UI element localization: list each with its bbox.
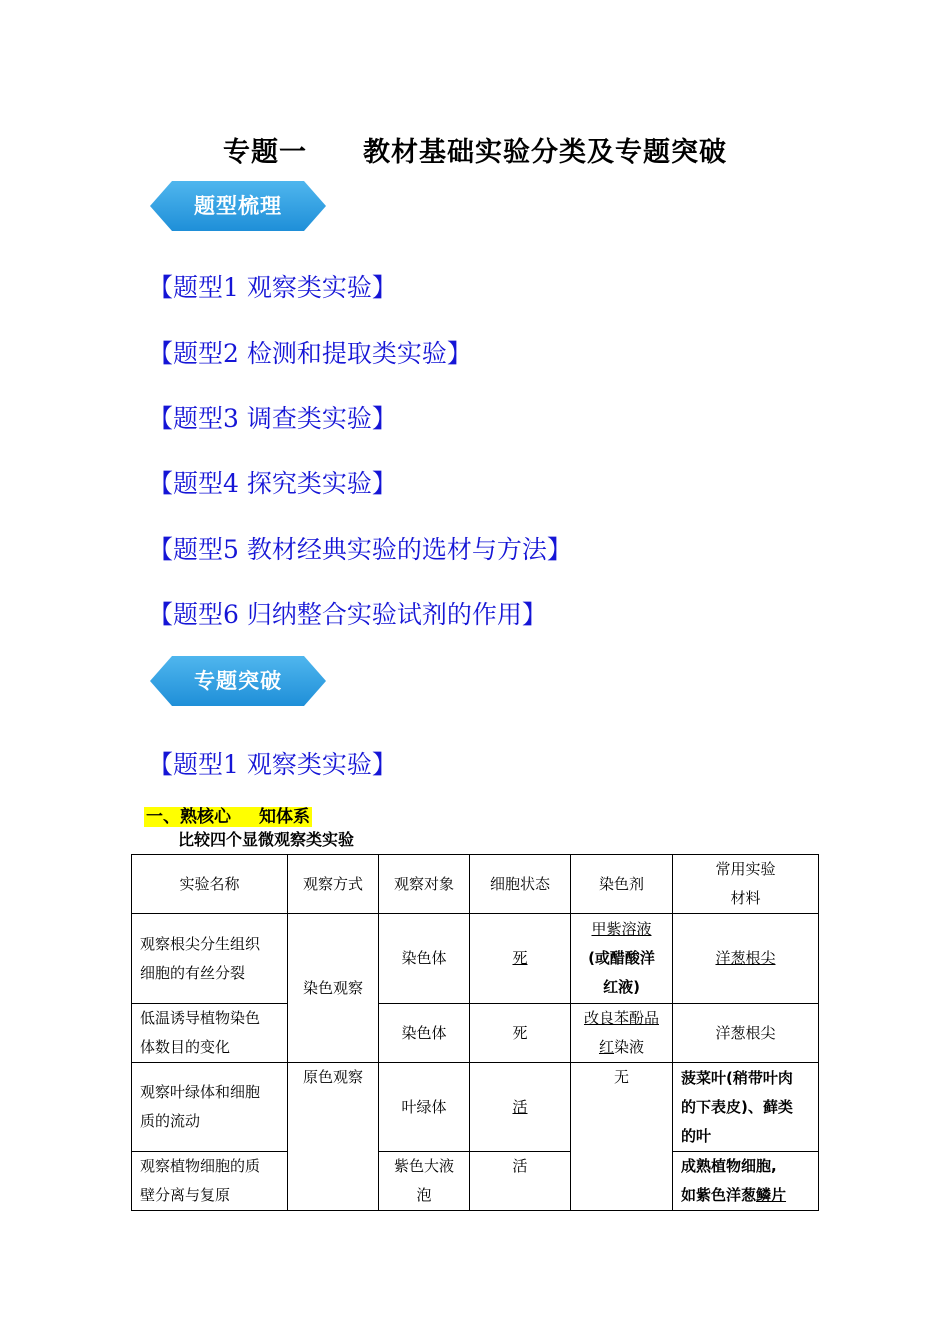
- cell-state: 死: [470, 1004, 571, 1063]
- title-prefix: 专题一: [223, 137, 307, 168]
- cell-state: 活: [470, 1152, 571, 1211]
- cell-object: 紫色大液 泡: [379, 1152, 470, 1211]
- cell-exp-name: 观察叶绿体和细胞 质的流动: [132, 1063, 288, 1152]
- page-title: [0, 130, 950, 169]
- table-caption: 比较四个显微观察类实验: [178, 830, 355, 849]
- cell-state: 活: [470, 1063, 571, 1152]
- core-heading-a: 一、熟核心: [146, 807, 231, 827]
- toc-item-2[interactable]: 【题型2 检测和提取类实验】: [148, 339, 472, 368]
- cell-object: 叶绿体: [379, 1063, 470, 1152]
- header-mode: 观察方式: [288, 855, 379, 914]
- cell-dye: 无: [571, 1063, 673, 1211]
- cell-material: 成熟植物细胞, 如紫色洋葱鳞片: [673, 1152, 819, 1211]
- toc-item-4[interactable]: 【题型4 探究类实验】: [148, 469, 397, 498]
- header-dye: 染色剂: [571, 855, 673, 914]
- comparison-table: [131, 854, 819, 1211]
- cell-mode-stain: 染色观察: [288, 914, 379, 1063]
- cell-exp-name: 低温诱导植物染色 体数目的变化: [132, 1004, 288, 1063]
- cell-exp-name: 观察植物细胞的质 壁分离与复原: [132, 1152, 288, 1211]
- toc-item-1[interactable]: 【题型1 观察类实验】: [148, 273, 397, 302]
- cell-material: 洋葱根尖: [673, 914, 819, 1004]
- cell-object: 染色体: [379, 1004, 470, 1063]
- table-header-row: [132, 855, 819, 914]
- cell-state: 死: [470, 914, 571, 1004]
- core-heading: [144, 802, 312, 827]
- cell-dye: 甲紫溶液 (或醋酸洋 红液): [571, 914, 673, 1004]
- banner-question-types: [150, 180, 326, 232]
- section-title: 【题型1 观察类实验】: [148, 750, 397, 779]
- cell-object: 染色体: [379, 914, 470, 1004]
- header-name: 实验名称: [132, 855, 288, 914]
- cell-mode-raw: 原色观察: [288, 1063, 379, 1211]
- title-main: 教材基础实验分类及专题突破: [363, 137, 727, 168]
- toc-item-3[interactable]: 【题型3 调查类实验】: [148, 404, 397, 433]
- banner-label: 专题突破: [194, 669, 282, 693]
- toc-item-6[interactable]: 【题型6 归纳整合实验试剂的作用】: [148, 600, 547, 629]
- cell-material: 菠菜叶(稍带叶肉 的下表皮)、藓类 的叶: [673, 1063, 819, 1152]
- header-object: 观察对象: [379, 855, 470, 914]
- banner-breakthrough: [150, 655, 326, 707]
- table-row: [132, 1004, 819, 1063]
- cell-exp-name: 观察根尖分生组织 细胞的有丝分裂: [132, 914, 288, 1004]
- cell-dye: 改良苯酚品 红染液: [571, 1004, 673, 1063]
- table-row: [132, 914, 819, 1004]
- banner-label: 题型梳理: [194, 194, 282, 218]
- core-heading-b: 知体系: [259, 807, 310, 827]
- cell-material: 洋葱根尖: [673, 1004, 819, 1063]
- toc-item-5[interactable]: 【题型5 教材经典实验的选材与方法】: [148, 535, 572, 564]
- table-row: [132, 1063, 819, 1152]
- header-material: 常用实验 材料: [673, 855, 819, 914]
- header-state: 细胞状态: [470, 855, 571, 914]
- table-row: [132, 1152, 819, 1211]
